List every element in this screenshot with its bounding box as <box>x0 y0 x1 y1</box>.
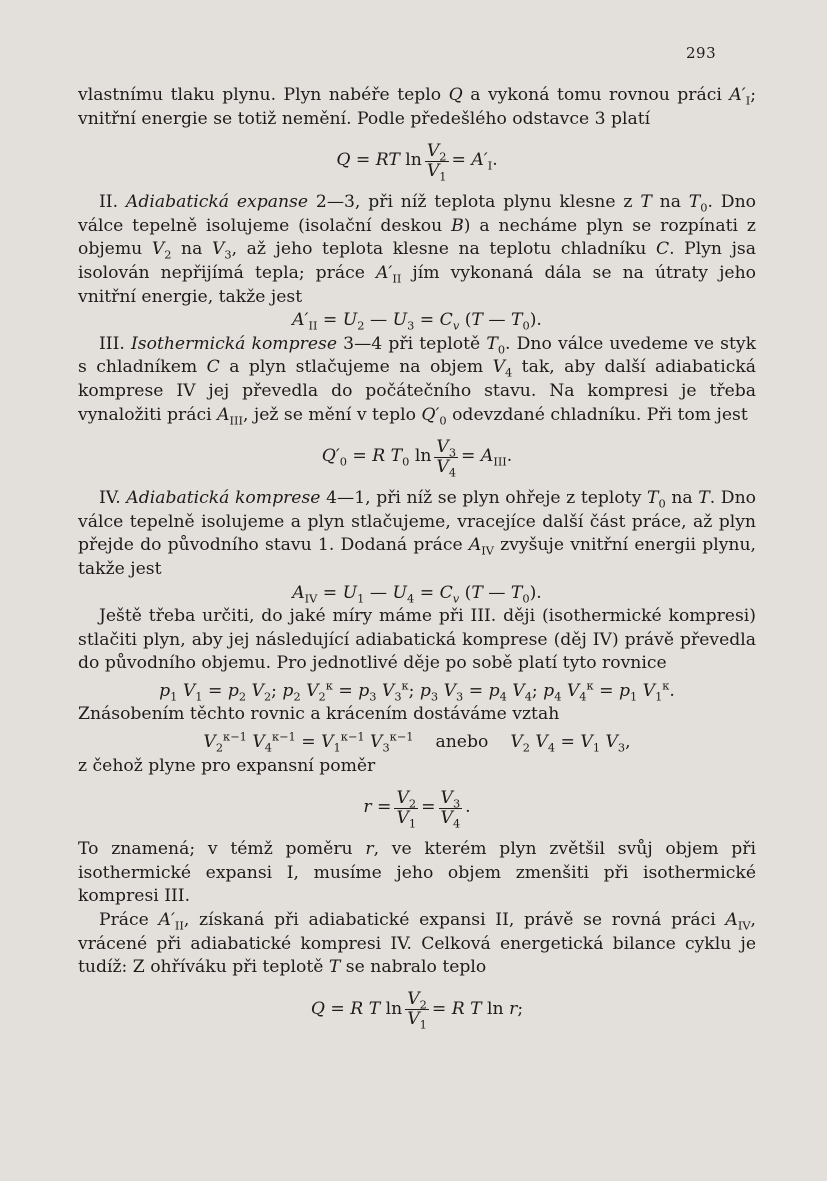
paragraph-3: III. Isothermická komprese 3—4 při teplotě $T_0$. Dno válce uvedeme ve styk s chladníkem C a plyn stlačujeme na objem $V_4$ tak, aby další adiabatická komprese IV jej převedla do počátečního stavu. Na kompresi je třeba vynaložiti práci $A_{III}$, jež se mění v teplo $Q'_0$ odevzdané chladníku. Při tom jest <box>78 333 757 427</box>
paragraph-5: Ještě třeba určiti, do jaké míry máme při III. ději (isothermické kompresi) stlačiti plyn, aby jej následující adiabatická komprese (děj IV) právě převedla do původního objemu. Pro jednotlivé děje po sobě platí tyto rovnice <box>78 606 756 674</box>
equation-2: $A'_{II} = U_2$ — $U_3 = C_v$ (T — $T_0$). <box>292 310 542 333</box>
section-title-adiabatic-expansion: Adiabatická expanse <box>125 192 309 213</box>
paragraph-9: Práce $A'_{II}$, získaná při adiabatické expansi II, právě se rovná práci $A_{IV}$, vrácené při adiabatické kompresi IV. Celková energetická bilance cyklu je tudíž: Z ohříváku při teplotě T se nabralo teplo <box>78 910 756 978</box>
section-label-iv: IV. <box>99 488 121 509</box>
section-title-adiabatic-compression: Adiabatická komprese <box>126 488 321 509</box>
equation-6-connector: anebo <box>435 732 489 753</box>
paragraph-7: z čehož plyne pro expansní poměr <box>78 755 376 776</box>
paragraph-2: II. Adiabatická expanse 2—3, při níž teplota plynu klesne z T na $T_0$. Dno válce tepelně isolujeme (isolační deskou B) a necháme plyn se rozpínati z objemu $V_2$ na $V_3$, až jeho teplota klesne na teplotu chladníku C. Plyn jsa isolován nepřijímá tepla; práce $A'_{II}$ jím vykonaná dála se na útraty jeho vnitřní energie, takže jest <box>78 192 756 307</box>
paragraph-1: vlastnímu tlaku plynu. Plyn nabéře teplo Q a vykoná tomu rovnou práci $A'_I$; vnitřní energie se totiž nemění. Podle předešlého odstavce 3 platí <box>78 85 756 129</box>
section-label-ii: II. <box>99 192 119 213</box>
equation-1: Q = RT ln $\frac{V_2}{V_1}$ = $A'_I$. <box>336 140 498 184</box>
equation-6: $V_2^{\kappa-1}$ $V_4^{\kappa-1} = V_1^{\kappa-1}$ $V_3^{\kappa-1}$ anebo $V_2$ $V_4 = V_1$ $V_3$, <box>203 729 631 755</box>
equation-4: $A_{IV} = U_1$ — $U_4 = C_v$ (T — $T_0$). <box>292 582 542 605</box>
section-title-isothermal-compression: Isothermická komprese <box>131 333 337 354</box>
section-label-iii: III. <box>99 333 125 354</box>
equation-5: $p_1$ $V_1 = p_2$ $V_2$; $p_2$ $V_2^\kappa = p_3$ $V_3^\kappa$; $p_3$ $V_3 = p_4$ $V_4$; $p_4$ $V_4^\kappa = p_1$ $V_1^\kappa$. <box>159 678 675 704</box>
paragraph-4: IV. Adiabatická komprese 4—1, při níž se plyn ohřeje z teploty $T_0$ na T. Dno válce tepelně isolujeme a plyn stlačujeme, vracejíce další část práce, až plyn přejde do původního stavu 1. Dodaná práce $A_{IV}$ zvyšuje vnitřní energii plynu, takže jest <box>78 488 757 579</box>
paragraph-8: To znamená; v témž poměru r, ve kterém plyn zvětšil svůj objem při isothermické expansi I, musíme jeho objem zmenšiti při isothermické kompresi III. <box>78 839 756 907</box>
equation-8: Q = R T ln $\frac{V_2}{V_1}$ = R T ln r; <box>310 989 524 1032</box>
paragraph-6: Znásobením těchto rovnic a krácením dostáváme vztah <box>78 704 560 725</box>
page-body <box>78 84 756 1040</box>
page-number: 293 <box>686 44 717 62</box>
equation-7: r = $\frac{V_2}{V_1}$ = $\frac{V_3}{V_4}$ . <box>363 787 471 831</box>
equation-3: $Q'_0 = R$ $T_0$ ln $\frac{V_3}{V_4}$ = $A_{III}$. <box>321 436 513 480</box>
